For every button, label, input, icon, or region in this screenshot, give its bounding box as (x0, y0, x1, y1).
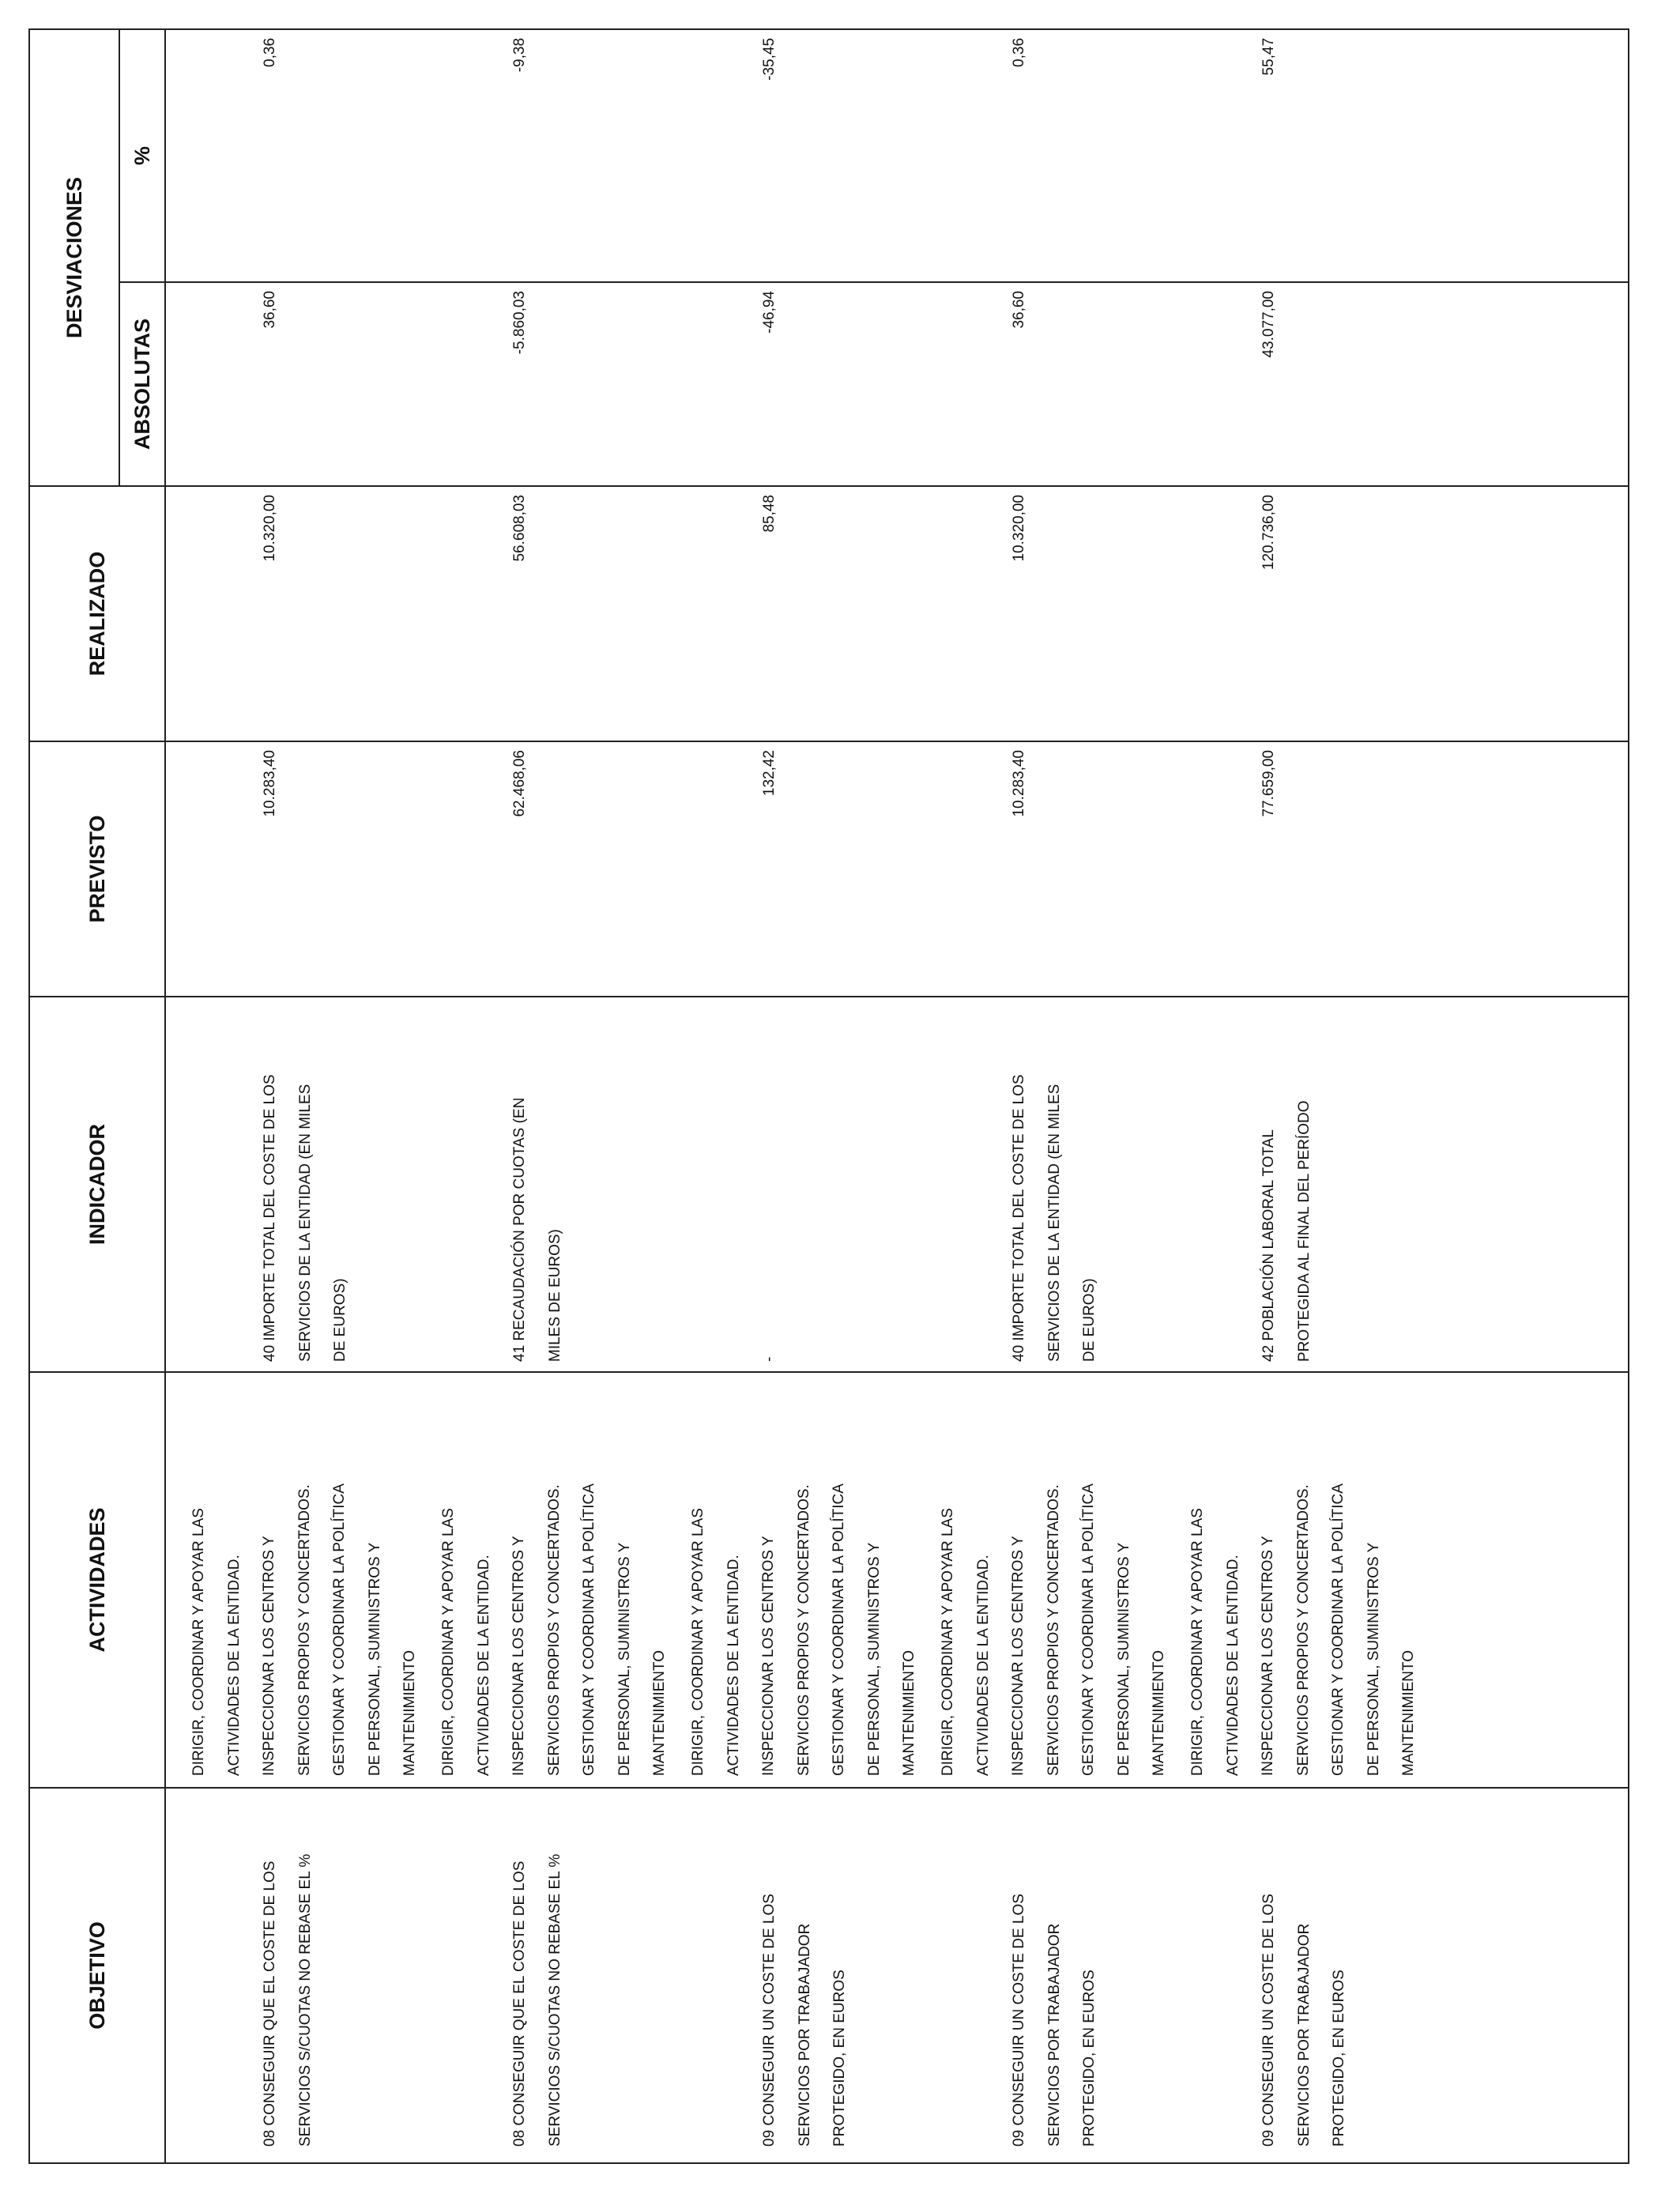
realizado-value: 10.320,00 (262, 495, 278, 562)
text-line: DE EUROS) (332, 1278, 348, 1362)
porcentaje-value: 0,36 (1011, 37, 1027, 67)
text-line: ACTIVIDADES DE LA ENTIDAD. (974, 1555, 992, 1776)
objetivo-entry (1252, 1789, 1358, 2162)
text-line: SERVICIOS PROPIOS Y CONCERTADOS. (1045, 1484, 1062, 1776)
text-line: INSPECCIONAR LOS CENTROS Y (1260, 1536, 1276, 1776)
text-line: SERVICIOS POR TRABAJADOR (1295, 1923, 1313, 2147)
text-line: 09 CONSEGUIR UN COSTE DE LOS (761, 1894, 778, 2147)
absolutas-value: 36,60 (262, 291, 278, 329)
text-line: - (761, 1356, 778, 1362)
text-line: SERVICIOS PROPIOS Y CONCERTADOS. (795, 1484, 812, 1776)
porcentaje-cell (165, 29, 1629, 282)
text-line: DE PERSONAL, SUMINISTROS Y (865, 1542, 883, 1776)
text-line: PROTEGIDO, EN EUROS (1081, 1970, 1098, 2147)
objetivo-entry (503, 1789, 573, 2162)
header-indicador: INDICADOR (29, 997, 165, 1372)
realizado-value: 85,48 (761, 495, 778, 533)
actividades-entry (931, 1373, 1177, 1787)
text-line: MILES DE EUROS) (546, 1229, 563, 1362)
text-line: ACTIVIDADES DE LA ENTIDAD. (725, 1555, 742, 1776)
text-line: MANTENIMIENTO (1151, 1649, 1167, 1776)
text-line: GESTIONAR Y COORDINAR LA POLÍTICA (581, 1483, 597, 1776)
text-line: 41 RECAUDACIÓN POR CUOTAS (EN (511, 1097, 528, 1362)
actividades-entry (182, 1373, 428, 1787)
header-desviaciones: DESVIACIONES (29, 29, 119, 486)
text-line: MANTENIMIENTO (1400, 1649, 1417, 1776)
text-line: DE PERSONAL, SUMINISTROS Y (1365, 1542, 1382, 1776)
header-row (29, 29, 119, 2163)
objetivo-cell (165, 1788, 1629, 2163)
text-line: PROTEGIDA AL FINAL DEL PERÍODO (1295, 1100, 1313, 1362)
previsto-value: 132,42 (761, 750, 778, 797)
text-line: SERVICIOS S/CUOTAS NO REBASE EL % (546, 1853, 563, 2147)
text-line: MANTENIMIENTO (901, 1649, 917, 1776)
text-line: DE PERSONAL, SUMINISTROS Y (366, 1542, 383, 1776)
indicators-table (28, 28, 1629, 2164)
text-line: INSPECCIONAR LOS CENTROS Y (261, 1536, 277, 1776)
previsto-value: 10.283,40 (262, 750, 278, 817)
porcentaje-value: 0,36 (262, 37, 278, 67)
text-line: MANTENIMIENTO (401, 1649, 418, 1776)
indicador-entry (253, 997, 359, 1371)
text-line: ACTIVIDADES DE LA ENTIDAD. (475, 1555, 492, 1776)
absolutas-value: 43.077,00 (1260, 291, 1277, 358)
text-line: SERVICIOS DE LA ENTIDAD (EN MILES (1045, 1084, 1063, 1362)
text-line: DIRIGIR, COORDINAR Y APOYAR LAS (690, 1508, 706, 1776)
actividades-entry (681, 1373, 928, 1787)
text-line: SERVICIOS S/CUOTAS NO REBASE EL % (296, 1853, 314, 2147)
text-line: SERVICIOS POR TRABAJADOR (796, 1923, 813, 2147)
objetivo-entry (1002, 1789, 1108, 2162)
indicador-cell (165, 997, 1629, 1372)
text-line: GESTIONAR Y COORDINAR LA POLÍTICA (1080, 1483, 1097, 1776)
realizado-value: 10.320,00 (1011, 495, 1027, 562)
indicador-entry (1252, 997, 1322, 1371)
text-line: SERVICIOS PROPIOS Y CONCERTADOS. (1294, 1484, 1312, 1776)
realizado-value: 120.736,00 (1260, 495, 1277, 571)
absolutas-value: -5.860,03 (511, 291, 528, 355)
text-line: DIRIGIR, COORDINAR Y APOYAR LAS (190, 1508, 207, 1776)
text-line: 42 POBLACIÓN LABORAL TOTAL (1260, 1129, 1277, 1362)
text-line: DE PERSONAL, SUMINISTROS Y (616, 1542, 633, 1776)
text-line: ACTIVIDADES DE LA ENTIDAD. (1224, 1555, 1241, 1776)
indicador-entry (1002, 997, 1108, 1371)
actividades-entry (1181, 1373, 1427, 1787)
text-line: PROTEGIDO, EN EUROS (831, 1970, 848, 2147)
text-line: DE PERSONAL, SUMINISTROS Y (1115, 1542, 1132, 1776)
indicador-entry (503, 997, 573, 1371)
text-line: 09 CONSEGUIR UN COSTE DE LOS (1011, 1894, 1027, 2147)
previsto-value: 62.468,06 (511, 750, 528, 817)
text-line: 08 CONSEGUIR QUE EL COSTE DE LOS (511, 1860, 528, 2147)
objetivo-entry (253, 1789, 323, 2162)
header-porcentaje: % (119, 29, 165, 282)
realizado-value: 56.608,03 (511, 495, 528, 562)
indicador-entry (752, 997, 788, 1371)
header-objetivo: OBJETIVO (29, 1788, 165, 2163)
body-row (165, 29, 1629, 2163)
porcentaje-value: 55,47 (1260, 37, 1277, 76)
previsto-value: 10.283,40 (1011, 750, 1027, 817)
porcentaje-value: -35,45 (761, 37, 778, 81)
previsto-value: 77.659,00 (1260, 750, 1277, 817)
actividades-entry (431, 1373, 678, 1787)
text-line: 40 IMPORTE TOTAL DEL COSTE DE LOS (262, 1074, 278, 1362)
text-line: GESTIONAR Y COORDINAR LA POLÍTICA (331, 1483, 348, 1776)
text-line: GESTIONAR Y COORDINAR LA POLÍTICA (1330, 1483, 1347, 1776)
absolutas-cell (165, 282, 1629, 486)
text-line: DIRIGIR, COORDINAR Y APOYAR LAS (440, 1508, 457, 1776)
text-line: DE EUROS) (1081, 1278, 1098, 1362)
text-line: GESTIONAR Y COORDINAR LA POLÍTICA (831, 1483, 847, 1776)
actividades-cell (165, 1372, 1629, 1788)
text-line: MANTENIMIENTO (651, 1649, 668, 1776)
header-absolutas: ABSOLUTAS (119, 282, 165, 486)
header-actividades: ACTIVIDADES (29, 1372, 165, 1788)
realizado-cell (165, 486, 1629, 741)
porcentaje-value: -9,38 (511, 37, 528, 73)
text-line: SERVICIOS PROPIOS Y CONCERTADOS. (545, 1484, 563, 1776)
text-line: INSPECCIONAR LOS CENTROS Y (760, 1536, 777, 1776)
header-previsto: PREVISTO (29, 741, 165, 997)
text-line: SERVICIOS POR TRABAJADOR (1045, 1923, 1063, 2147)
header-realizado: REALIZADO (29, 486, 165, 741)
text-line: 09 CONSEGUIR UN COSTE DE LOS (1260, 1894, 1277, 2147)
text-line: ACTIVIDADES DE LA ENTIDAD. (225, 1555, 243, 1776)
text-line: DIRIGIR, COORDINAR Y APOYAR LAS (940, 1508, 956, 1776)
text-line: DIRIGIR, COORDINAR Y APOYAR LAS (1189, 1508, 1206, 1776)
text-line: 08 CONSEGUIR QUE EL COSTE DE LOS (262, 1860, 278, 2147)
text-line: SERVICIOS DE LA ENTIDAD (EN MILES (296, 1084, 314, 1362)
text-line: SERVICIOS PROPIOS Y CONCERTADOS. (296, 1484, 313, 1776)
text-line: INSPECCIONAR LOS CENTROS Y (510, 1536, 527, 1776)
previsto-cell (165, 741, 1629, 997)
text-line: PROTEGIDO, EN EUROS (1331, 1970, 1347, 2147)
text-line: 40 IMPORTE TOTAL DEL COSTE DE LOS (1011, 1074, 1027, 1362)
absolutas-value: 36,60 (1011, 291, 1027, 329)
text-line: INSPECCIONAR LOS CENTROS Y (1010, 1536, 1026, 1776)
objetivo-entry (752, 1789, 858, 2162)
absolutas-value: -46,94 (761, 291, 778, 334)
